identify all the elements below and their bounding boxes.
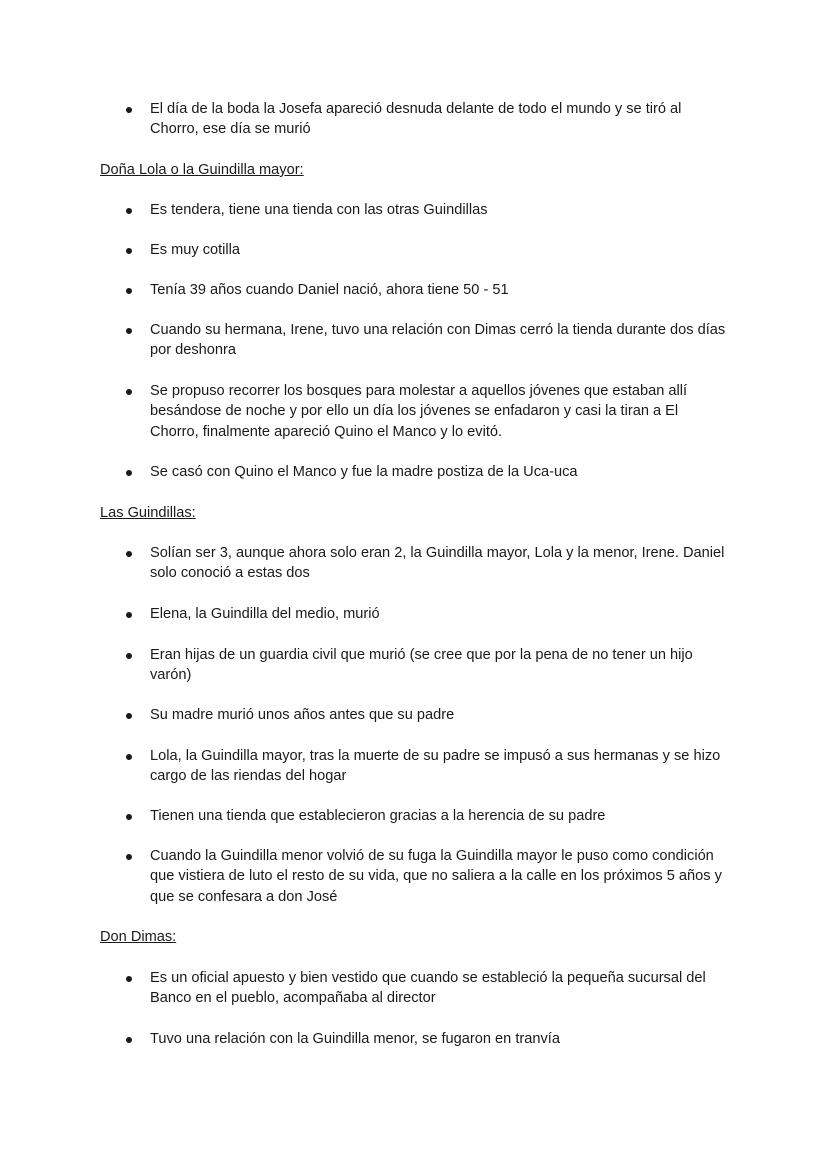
list-item (150, 381, 730, 442)
bullet-icon (126, 854, 132, 860)
bullet-icon (126, 814, 132, 820)
list-item-text: Se propuso recorrer los bosques para molestar a aquellos jóvenes que estaban allí besándose de noche y por ello un día los jóvenes se enfadaron y casi la tiran a El Chorro, finalmente apareció Quino el Manco y lo evitó. (150, 383, 688, 440)
list-item (150, 543, 730, 584)
list-item (150, 320, 730, 361)
list-item (150, 645, 730, 686)
list-item-text: Su madre murió unos años antes que su padre (150, 707, 455, 723)
list-item-text: Se casó con Quino el Manco y fue la madre postiza de la Uca-uca (150, 464, 578, 480)
list-item (150, 1029, 730, 1049)
bullet-icon (126, 208, 132, 214)
list-item (150, 705, 730, 725)
list-item-text: Tuvo una relación con la Guindilla menor, se fugaron en tranvía (150, 1031, 560, 1047)
bullet-icon (126, 288, 132, 294)
list-item-text: Es un oficial apuesto y bien vestido que cuando se estableció la pequeña sucursal del Banco en el pueblo, acompañaba al director (150, 970, 706, 1007)
list-item (150, 806, 730, 826)
bullet-icon (126, 1037, 132, 1043)
list-item-text: Tienen una tienda que establecieron gracias a la herencia de su padre (150, 808, 606, 824)
list-item-text: Tenía 39 años cuando Daniel nació, ahora tiene 50 - 51 (150, 282, 509, 298)
bullet-icon (126, 976, 132, 982)
list-item-text: Es muy cotilla (150, 242, 241, 258)
list-item-text: Solían ser 3, aunque ahora solo eran 2, la Guindilla mayor, Lola y la menor, Irene. Daniel solo conoció a estas dos (150, 545, 725, 582)
list-item-text: El día de la boda la Josefa apareció desnuda delante de todo el mundo y se tiró al Chorro, ese día se murió (150, 101, 682, 138)
list-item-text: Lola, la Guindilla mayor, tras la muerte de su padre se impusó a sus hermanas y se hizo cargo de las riendas del hogar (150, 748, 721, 785)
list-item-text: Cuando la Guindilla menor volvió de su fuga la Guindilla mayor le puso como condición que vistiera de luto el resto de su vida, que no saliera a la calle en los próximos 5 años y que se confesara a don José (150, 848, 722, 905)
list-item (150, 968, 730, 1009)
list-item (150, 604, 730, 624)
bullet-icon (126, 551, 132, 557)
section-heading-don-dimas: Don Dimas: (100, 929, 177, 945)
bullet-icon (126, 653, 132, 659)
list-item (150, 200, 730, 220)
list-item-text: Es tendera, tiene una tienda con las otras Guindillas (150, 202, 488, 218)
bullet-icon (126, 612, 132, 618)
section-heading-dona-lola: Doña Lola o la Guindilla mayor: (100, 162, 304, 178)
list-item (150, 280, 730, 300)
section-heading-las-guindillas: Las Guindillas: (100, 505, 196, 521)
list-item (150, 846, 730, 907)
list-item (150, 462, 730, 482)
list-item (150, 99, 730, 140)
list-item-text: Eran hijas de un guardia civil que murió (se cree que por la pena de no tener un hijo varón) (150, 647, 693, 684)
bullet-icon (126, 713, 132, 719)
bullet-icon (126, 328, 132, 334)
bullet-icon (126, 248, 132, 254)
list-item-text: Elena, la Guindilla del medio, murió (150, 606, 380, 622)
list-item (150, 746, 730, 787)
list-item-text: Cuando su hermana, Irene, tuvo una relación con Dimas cerró la tienda durante dos días por deshonra (150, 322, 726, 359)
bullet-icon (126, 470, 132, 476)
bullet-icon (126, 107, 132, 113)
bullet-icon (126, 389, 132, 395)
bullet-icon (126, 754, 132, 760)
list-item (150, 240, 730, 260)
